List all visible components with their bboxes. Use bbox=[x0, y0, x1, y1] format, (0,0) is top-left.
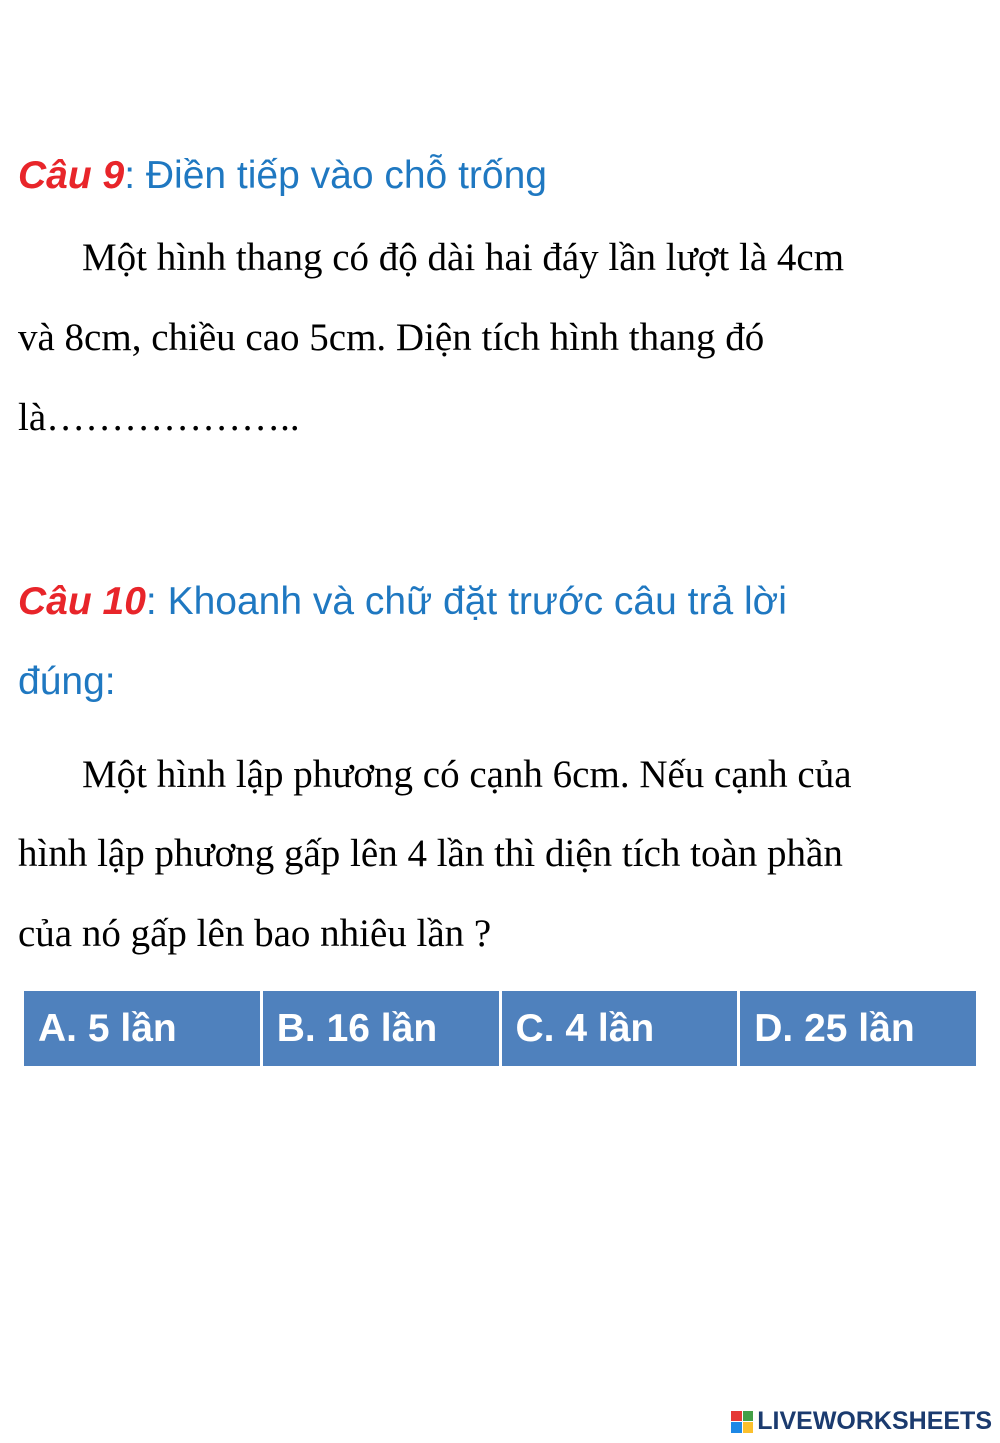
logo-square-3 bbox=[731, 1422, 742, 1433]
liveworksheets-logo-icon bbox=[731, 1411, 753, 1433]
q10-heading bbox=[18, 582, 787, 621]
logo-square-1 bbox=[731, 1411, 742, 1422]
q9-text-line-3: là……………….. bbox=[18, 396, 300, 439]
q10-text-line-2: hình lập phương gấp lên 4 lần thì diện tích toàn phần bbox=[18, 832, 843, 875]
q10-title-continued: đúng: bbox=[18, 660, 116, 703]
option-a[interactable]: A. 5 lần bbox=[24, 991, 260, 1066]
q9-text-line-1: Một hình thang có độ dài hai đáy lần lượt là 4cm bbox=[82, 236, 845, 279]
q10-title: : Khoanh và chữ đặt trước câu trả lời bbox=[145, 580, 787, 623]
q10-heading-line-2 bbox=[18, 662, 116, 701]
answer-options bbox=[24, 991, 976, 1066]
liveworksheets-brand bbox=[731, 1407, 992, 1436]
q9-heading bbox=[18, 156, 547, 195]
q9-text-line-2: và 8cm, chiều cao 5cm. Diện tích hình thang đó bbox=[18, 316, 765, 359]
q9-label: Câu 9 bbox=[18, 154, 125, 197]
option-d[interactable]: D. 25 lần bbox=[740, 991, 976, 1066]
brand-text: LIVEWORKSHEETS bbox=[757, 1407, 992, 1435]
q10-text-line-1: Một hình lập phương có cạnh 6cm. Nếu cạnh của bbox=[82, 753, 852, 796]
q10-label: Câu 10 bbox=[18, 580, 146, 623]
logo-square-4 bbox=[743, 1422, 754, 1433]
option-b[interactable]: B. 16 lần bbox=[263, 991, 499, 1066]
option-c[interactable]: C. 4 lần bbox=[502, 991, 738, 1066]
logo-square-2 bbox=[743, 1411, 754, 1422]
q10-text-line-3: của nó gấp lên bao nhiêu lần ? bbox=[18, 912, 492, 955]
q9-title: : Điền tiếp vào chỗ trống bbox=[124, 154, 547, 197]
